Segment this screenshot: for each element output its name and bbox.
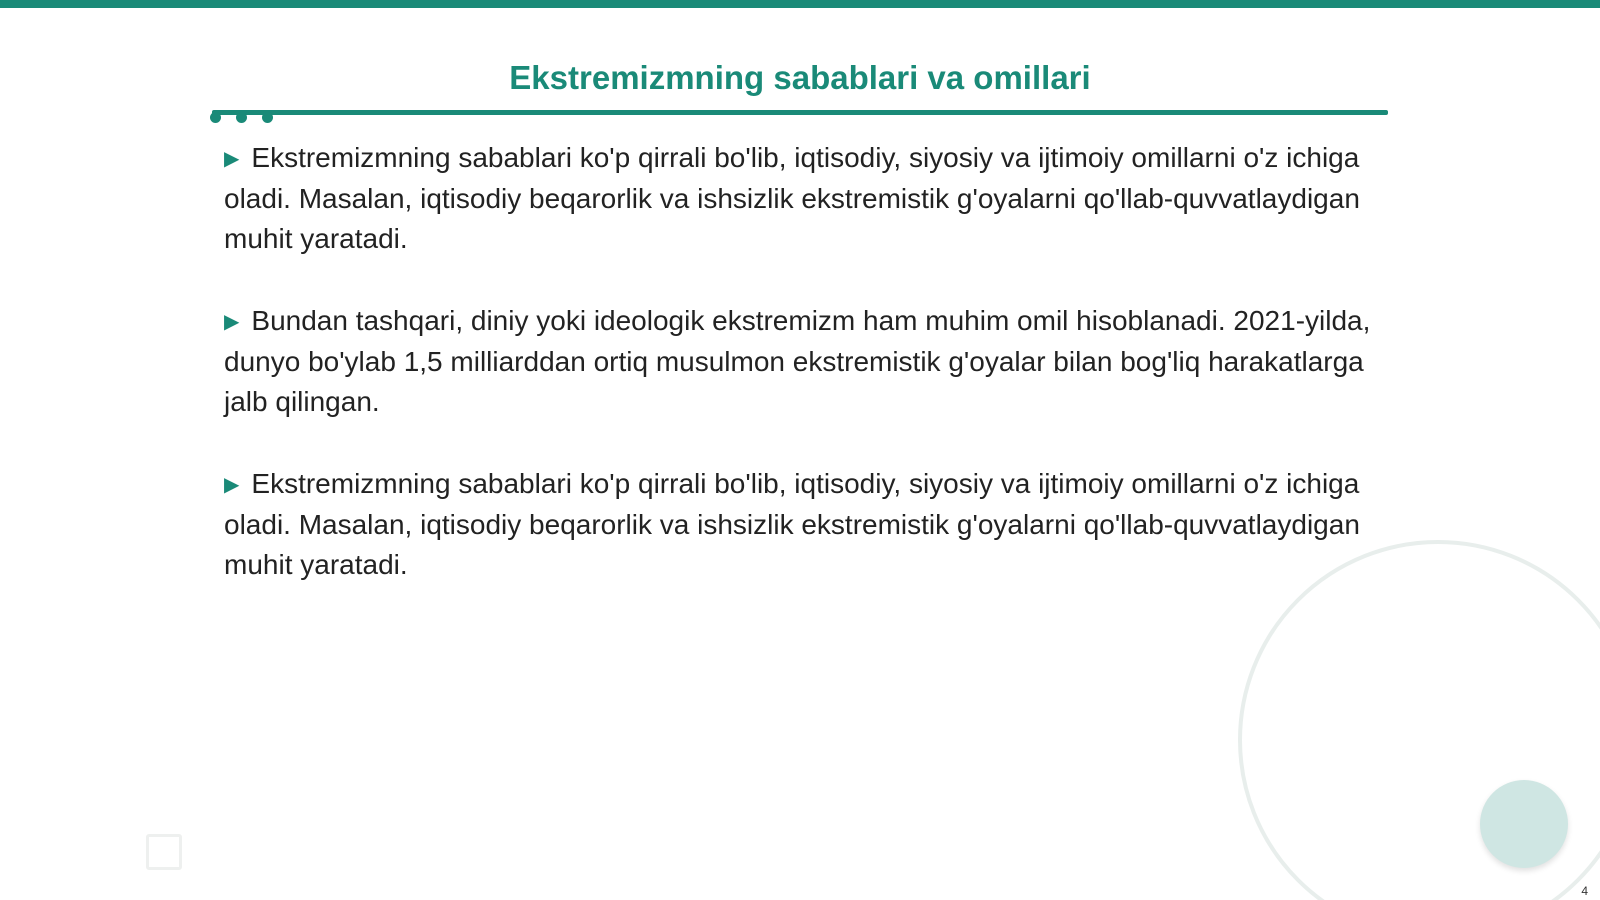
triangle-bullet-icon: ▶ bbox=[224, 474, 240, 496]
dot-icon bbox=[210, 112, 221, 123]
dot-icon bbox=[262, 112, 273, 123]
title-underline bbox=[212, 110, 1388, 115]
bullet-text: Ekstremizmning sabablari ko'p qirrali bo'lib, iqtisodiy, siyosiy va ijtimoiy omillarni o'z ichiga oladi. Masalan, iqtisodiy beqarorlik va ishsizlik ekstremistik g'oyalarni qo'llab-quvvatlaydigan muhit yaratadi. bbox=[224, 142, 1360, 254]
bullet-item bbox=[224, 138, 1374, 259]
bullet-text: Ekstremizmning sabablari ko'p qirrali bo'lib, iqtisodiy, siyosiy va ijtimoiy omillarni o'z ichiga oladi. Masalan, iqtisodiy beqarorlik va ishsizlik ekstremistik g'oyalarni qo'llab-quvvatlaydigan muhit yaratadi. bbox=[224, 468, 1360, 580]
triangle-bullet-icon: ▶ bbox=[224, 311, 240, 333]
dot-icon bbox=[236, 112, 247, 123]
page-number: 4 bbox=[1581, 884, 1588, 898]
bullet-text: Bundan tashqari, diniy yoki ideologik ekstremizm ham muhim omil hisoblanadi. 2021-yilda, dunyo bo'ylab 1,5 milliarddan ortiq musulmon ekstremistik g'oyalar bilan bog'liq harakatlarga jalb qilingan. bbox=[224, 305, 1371, 417]
bullet-item bbox=[224, 464, 1374, 585]
triangle-bullet-icon: ▶ bbox=[224, 148, 240, 170]
bullet-item bbox=[224, 301, 1374, 422]
decorative-circle bbox=[1480, 780, 1568, 868]
slide-title: Ekstremizmning sabablari va omillari bbox=[509, 59, 1091, 96]
decorative-square bbox=[146, 834, 182, 870]
top-accent-bar bbox=[0, 0, 1600, 8]
bullet-list bbox=[224, 138, 1374, 627]
